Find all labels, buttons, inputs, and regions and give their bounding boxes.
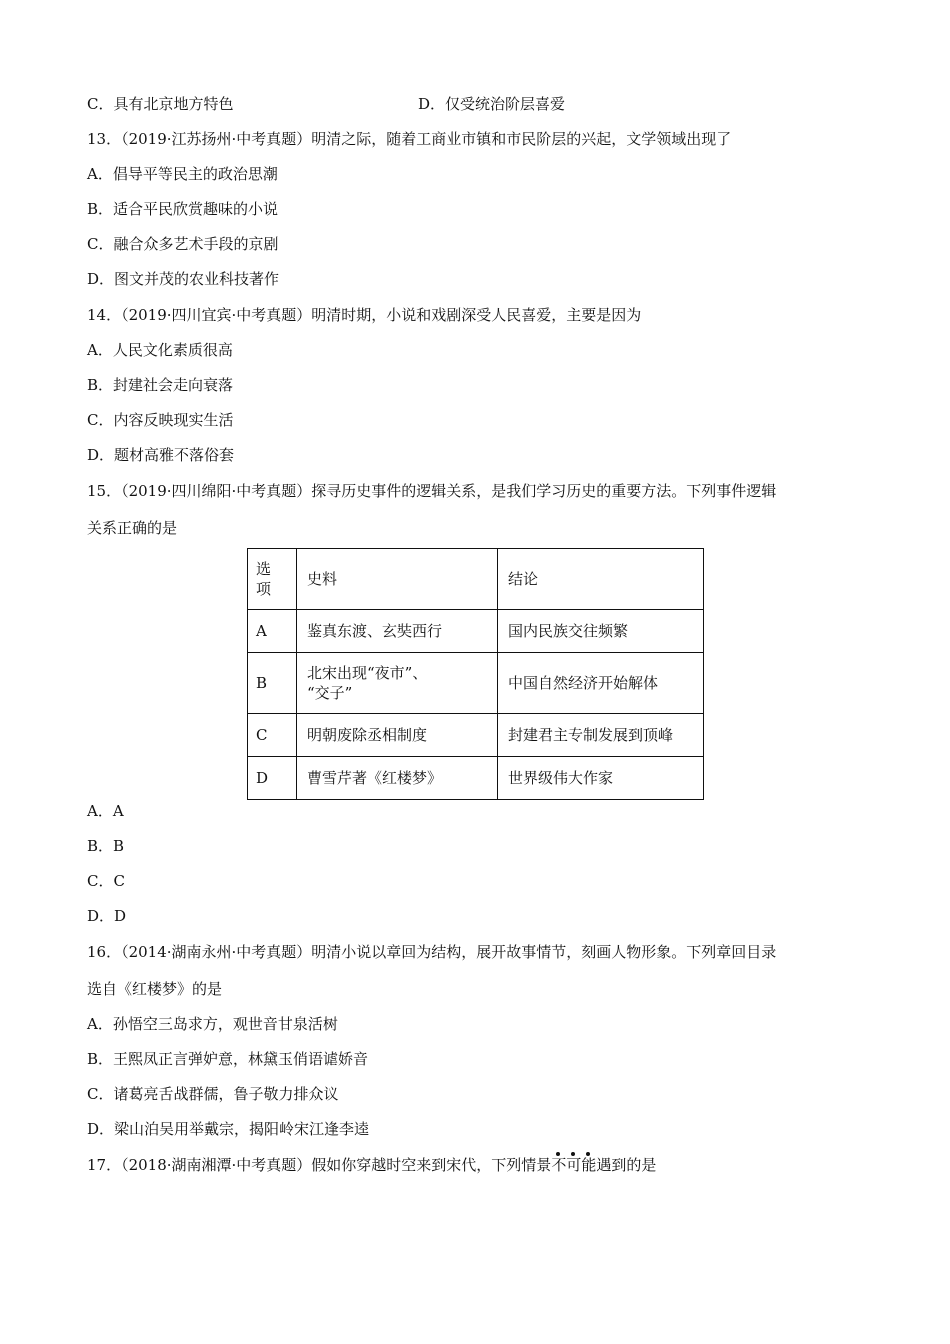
q16-stem-line1: 16．（2014·湖南永州·中考真题）明清小说以章回为结构，展开故事情节，刻画人物形象。下列章回目录 [87, 943, 777, 961]
q15-source-table [247, 548, 704, 800]
q15-option-b: B．B [87, 837, 125, 855]
q16-stem-line2: 选自《红楼梦》的是 [87, 980, 223, 998]
header-source: 史料 [297, 549, 498, 610]
table-header-row [248, 549, 704, 610]
q16-option-d: D．梁山泊吴用举戴宗，揭阳岭宋江逢李逵 [87, 1120, 370, 1138]
header-conclusion: 结论 [498, 549, 704, 610]
q13-option-a: A．倡导平等民主的政治思潮 [87, 165, 278, 183]
q15-option-a: A．A [87, 802, 124, 820]
row-source: 明朝废除丞相制度 [297, 714, 498, 757]
row-conclusion: 中国自然经济开始解体 [498, 653, 704, 714]
table-row [248, 714, 704, 757]
q15-option-c: C．C [87, 872, 125, 890]
q14-option-a: A．人民文化素质很高 [87, 341, 233, 359]
header-option: 选 项 [248, 549, 297, 610]
row-source: 北宋出现“夜市”、 “交子” [297, 653, 498, 714]
row-option: C [248, 714, 297, 757]
row-option: B [248, 653, 297, 714]
row-conclusion: 封建君主专制发展到顶峰 [498, 714, 704, 757]
row-conclusion: 世界级伟大作家 [498, 757, 704, 800]
q13-stem: 13．（2019·江苏扬州·中考真题）明清之际，随着工商业市镇和市民阶层的兴起，文学领域出现了 [87, 130, 732, 148]
q16-option-a: A．孙悟空三岛求方，观世音甘泉活树 [87, 1015, 338, 1033]
row-option: D [248, 757, 297, 800]
q13-option-c: C．融合众多艺术手段的京剧 [87, 235, 279, 253]
row-source: 鉴真东渡、玄奘西行 [297, 610, 498, 653]
q13-option-b: B．适合平民欣赏趣味的小说 [87, 200, 279, 218]
q17-emphasis: 不可能 [551, 1156, 596, 1174]
q14-option-c: C．内容反映现实生活 [87, 411, 234, 429]
table-row [248, 610, 704, 653]
q15-option-d: D．D [87, 907, 127, 925]
table-row [248, 757, 704, 800]
q14-option-b: B．封建社会走向衰落 [87, 376, 234, 394]
q13-option-d: D．图文并茂的农业科技著作 [87, 270, 280, 288]
row-conclusion: 国内民族交往频繁 [498, 610, 704, 653]
row-source: 曹雪芹著《红楼梦》 [297, 757, 498, 800]
q15-stem-line2: 关系正确的是 [87, 519, 178, 537]
q12-option-c: C．具有北京地方特色 [87, 95, 234, 113]
q16-option-b: B．王熙凤正言弹妒意，林黛玉俏语谑娇音 [87, 1050, 369, 1068]
q15-stem-line1: 15．（2019·四川绵阳·中考真题）探寻历史事件的逻辑关系，是我们学习历史的重要方法。下列事件逻辑 [87, 482, 777, 500]
q16-option-c: C．诸葛亮舌战群儒，鲁子敬力排众议 [87, 1085, 339, 1103]
q12-option-d: D．仅受统治阶层喜爱 [418, 95, 566, 113]
q14-stem: 14．（2019·四川宜宾·中考真题）明清时期，小说和戏剧深受人民喜爱，主要是因为 [87, 306, 642, 324]
table-row [248, 653, 704, 714]
q17-stem: 17．（2018·湖南湘潭·中考真题）假如你穿越时空来到宋代，下列情景不可能 遇到的是 [87, 1155, 656, 1175]
row-option: A [248, 610, 297, 653]
q14-option-d: D．题材高雅不落俗套 [87, 446, 235, 464]
